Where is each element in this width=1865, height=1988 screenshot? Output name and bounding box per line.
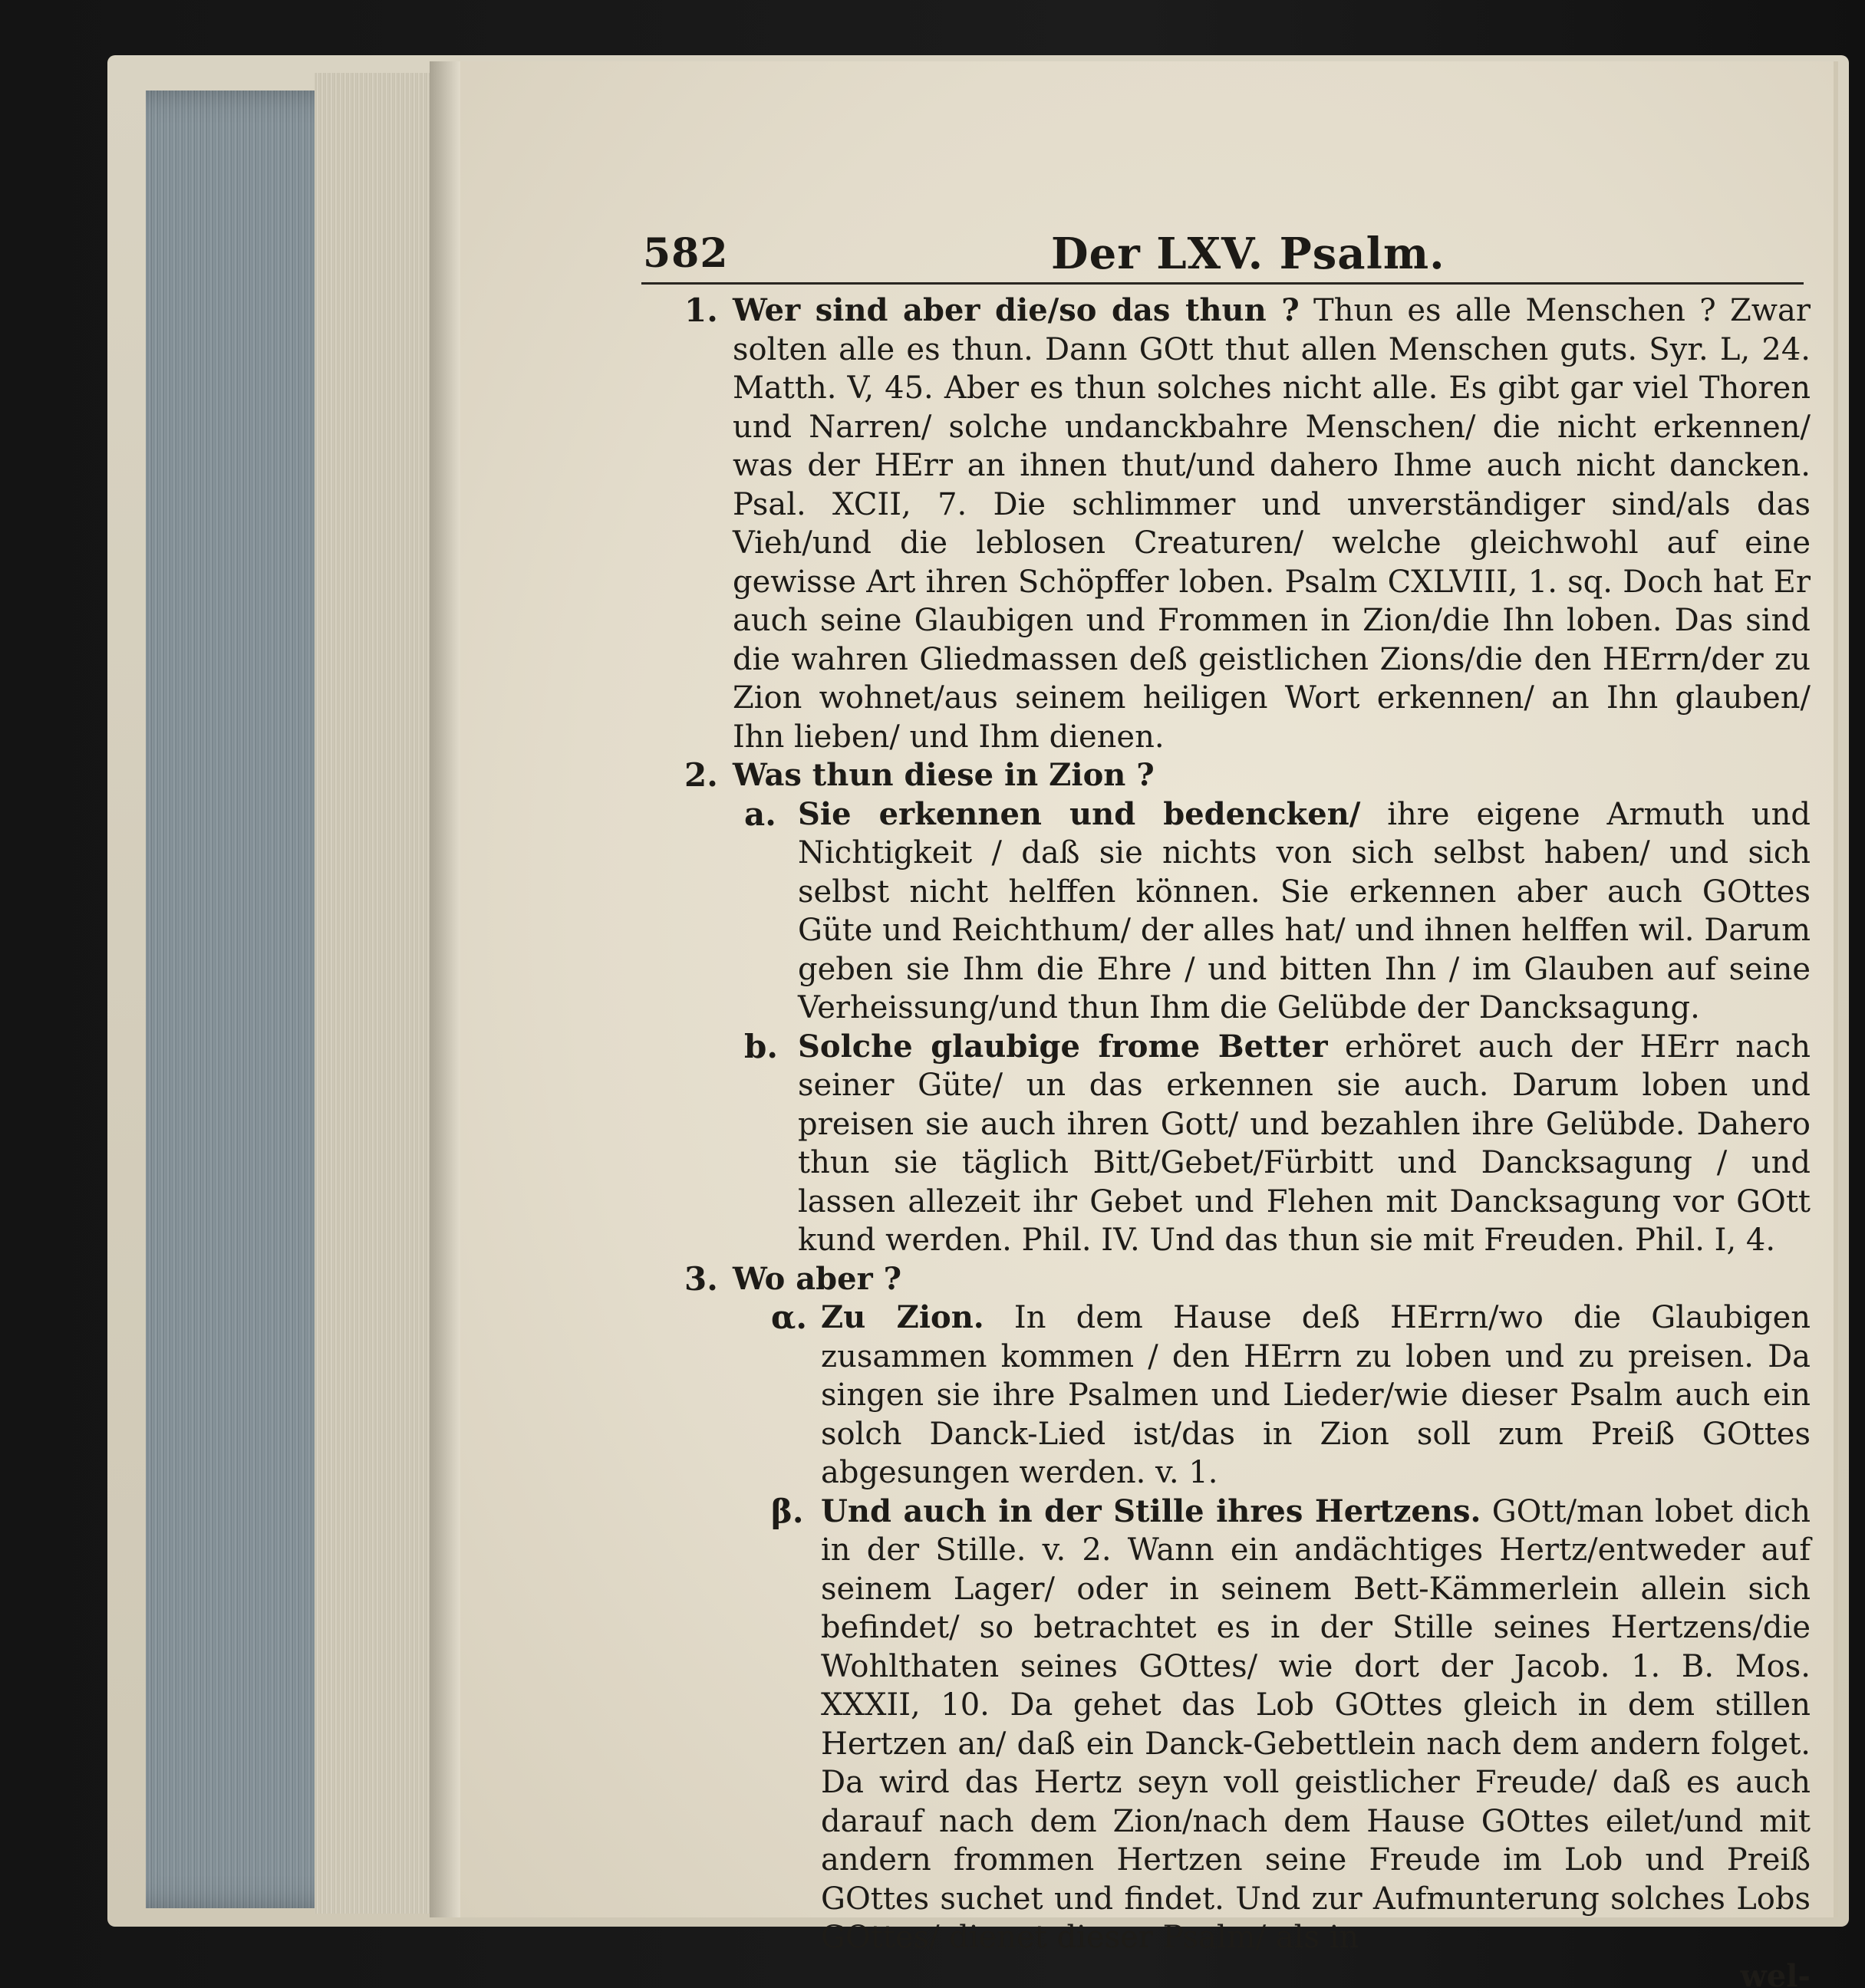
section-3-beta: [637, 1493, 1811, 1957]
header-rule: [641, 282, 1804, 285]
section-marker: 1.: [684, 291, 718, 329]
section-text: Thun es alle Menschen ? Zwar solten alle es thun. Dann GOtt thut allen Menschen guts. Syr. L, 24. Matth. V, 45. Aber es thun solches nicht alle. Es gibt gar viel Thoren und Narren/ solche undanckbahre Menschen/ die nicht erkennen/ was der HErr an ihnen thut/und dahero Ihme auch nicht dancken. Psal. XCII, 7. Die schlimmer und unverständiger sind/als das Vieh/und die leblosen Creaturen/ welche gleichwohl auf eine gewisse Art ihren Schöpffer loben. Psalm CXLVIII, 1. sq. Doch hat Er auch seine Glaubigen und Frommen in Zion/die Ihn loben. Das sind die wahren Gliedmassen deß geistlichen Zions/die den HErrn/der zu Zion wohnet/aus seinem heiligen Wort erkennen/ an Ihn glauben/ Ihn lieben/ und Ihm dienen.: [733, 293, 1811, 755]
page-header: [460, 176, 1834, 279]
catchword-line: [637, 1957, 1811, 1988]
section-marker: b.: [744, 1027, 778, 1065]
section-3: [637, 1260, 1811, 1299]
section-text: ihre eigene Armuth und Nichtigkeit / daß sie nichts von sich selbst haben/ und sich selbst nicht helffen können. Sie erkennen aber auch GOttes Güte und Reichthum/ der alles hat/ und ihnen helffen wil. Darum geben sie Ihm die Ehre / und bitten Ihn / im Glauben auf seine Verheissung/und thun Ihm die Gelübde der Dancksagung.: [798, 796, 1811, 1025]
book-page: [460, 61, 1838, 1988]
section-2b: [637, 1028, 1811, 1260]
section-3-alpha: [637, 1298, 1811, 1493]
section-lead: Was thun diese in Zion ?: [733, 757, 1155, 793]
section-lead: Zu Zion.: [821, 1299, 984, 1335]
section-text: In dem Hause deß HErrn/wo die Glaubigen zusammen kommen / den HErrn zu loben und zu preisen. Da singen sie ihre Psalmen und Lieder/wie dieser Psalm auch ein solch Danck-Lied ist/das in Zion soll zum Preiß GOttes abgesungen werden. v. 1.: [821, 1300, 1811, 1490]
section-text: erhöret auch der HErr nach seiner Güte/ un das erkennen sie auch. Darum loben und preisen sie auch ihren Gott/ und bezahlen ihre Gelübde. Dahero thun sie täglich Bitt/Gebet/Fürbitt und Dancksagung / und lassen allezeit ihr Gebet und Flehen mit Dancksagung vor GOtt kund werden. Phil. IV. Und das thun sie mit Freuden. Phil. I, 4.: [798, 1029, 1811, 1258]
section-lead: Und auch in der Stille ihres Hertzens.: [821, 1493, 1481, 1529]
section-marker: α.: [771, 1298, 807, 1336]
section-lead: Sie erkennen und bedencken/: [798, 795, 1361, 832]
section-lead: Solche glaubige frome Better: [798, 1028, 1328, 1065]
section-2a: [637, 795, 1811, 1028]
section-marker: β.: [771, 1492, 804, 1530]
section-marker: 2.: [684, 756, 718, 794]
section-lead: Wer sind aber die/so das thun ?: [733, 292, 1300, 328]
catchword: wel-: [1740, 1957, 1811, 1988]
running-head: Der LXV. Psalm.: [1051, 229, 1445, 279]
body-text: [637, 291, 1811, 1988]
section-text: GOtt/man lobet dich in der Stille. v. 2. Wann ein andächtiges Hertz/entweder auf seinem Lager/ oder in seinem Bett-Kämmerlein allein sich befindet/ so betrachtet es in der Stille seines Hertzens/die Wohlthaten seines GOttes/ wie dort der Jacob. 1. B. Mos. XXXII, 10. Da gehet das Lob GOttes gleich in dem stillen Hertzen an/ daß ein Danck-Gebettlein nach dem andern folget. Da wird das Hertz seyn voll geistlicher Freude/ daß es auch darauf nach dem Zion/nach dem Hause GOttes eilet/und mit andern frommen Hertzen seine Freude im Lob und Preiß GOttes suchet und findet. Und zur Aufmunterung solches Lobs GOttes/ dienet dieser Psalm/ als in: [821, 1493, 1811, 1955]
page-number: 582: [643, 230, 729, 277]
section-2: [637, 756, 1811, 795]
section-marker: a.: [744, 795, 776, 833]
section-marker: 3.: [684, 1259, 718, 1298]
section-lead: Wo aber ?: [733, 1260, 902, 1297]
section-1: [637, 291, 1811, 756]
